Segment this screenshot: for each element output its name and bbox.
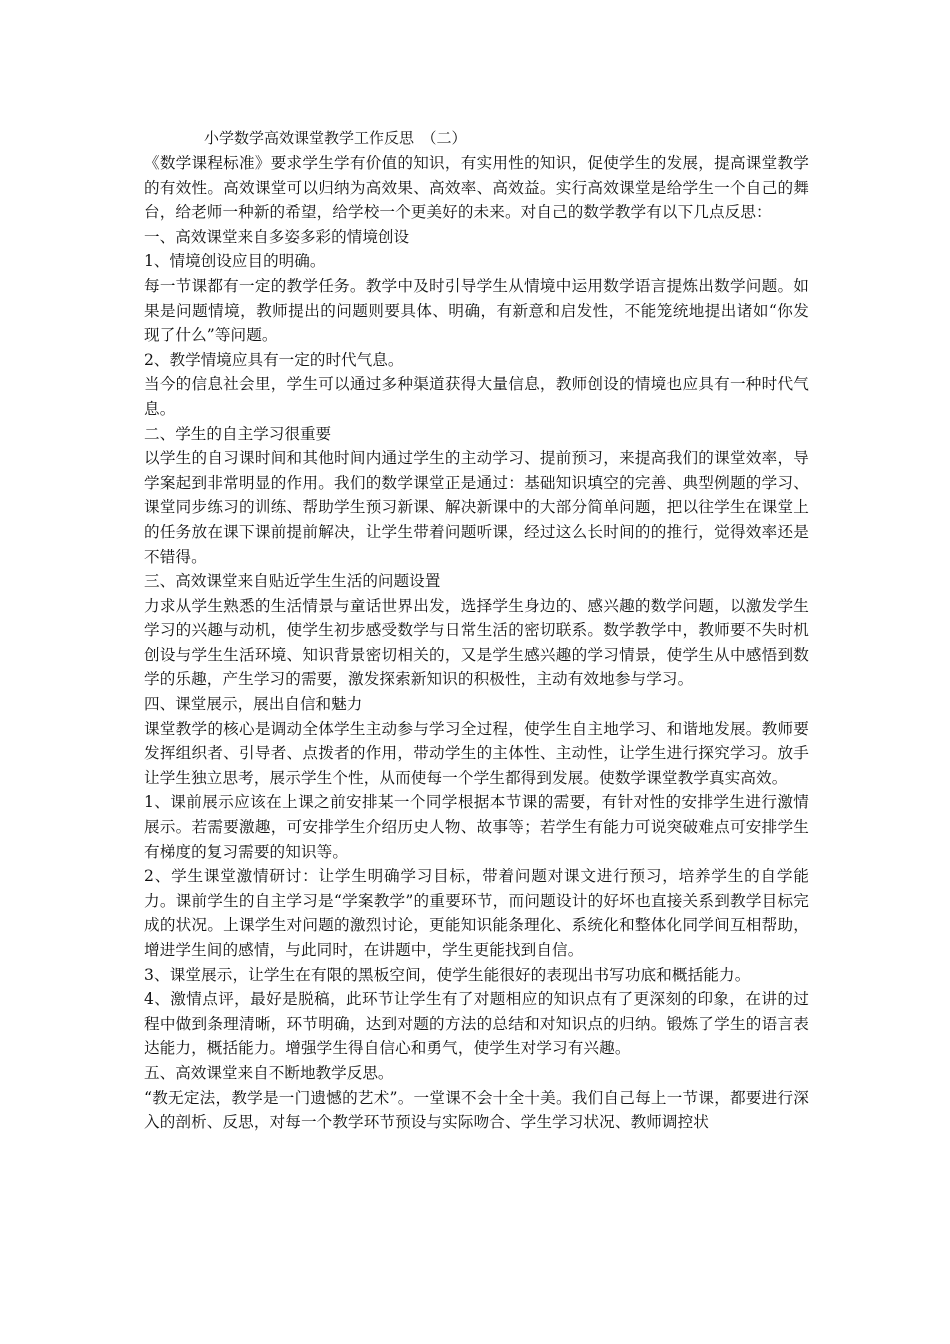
section-heading: 一、高效课堂来自多姿多彩的情境创设 [144, 227, 410, 246]
paragraph: 当今的信息社会里，学生可以通过多种渠道获得大量信息，教师创设的情境也应具有一种时代气息。 [144, 375, 809, 418]
paragraph: “教无定法，教学是一门遗憾的艺术”。一堂课不会十全十美。我们自己每上一节课，都要进行深入的剖析、反思，对每一个教学环节预设与实际吻合、学生学习状况、教师调控状 [144, 1088, 809, 1132]
document-title: 小学数学高效课堂教学工作反思 （二） [204, 129, 467, 147]
paragraph: 《数学课程标准》要求学生学有价值的知识，有实用性的知识，促使学生的发展，提高课堂教学的有效性。高效课堂可以归纳为高效果、高效率、高效益。实行高效课堂是给学生一个自己的舞台，给老师一种新的希望，给学校一个更美好的未来。对自己的数学教学有以下几点反思： [144, 154, 809, 222]
section-heading: 四、课堂展示，展出自信和魅力 [144, 695, 363, 714]
paragraph: 以学生的自习课时间和其他时间内通过学生的主动学习、提前预习，来提高我们的课堂效率，导学案起到非常明显的作用。我们的数学课堂正是通过：基础知识填空的完善、典型例题的学习、课堂同步练习的训练、帮助学生预习新课、解决新课中的大部分简单问题，把以往学生在课堂上的任务放在课下课前提前解决，让学生带着问题听课，经过这么长时间的的推行，觉得效率还是不错得。 [144, 449, 809, 566]
subsection-heading: 2、教学情境应具有一定的时代气息。 [144, 350, 404, 369]
document-page [144, 127, 809, 1135]
section-heading: 三、高效课堂来自贴近学生生活的问题设置 [144, 572, 441, 591]
paragraph: 每一节课都有一定的教学任务。教学中及时引导学生从情境中运用数学语言提炼出数学问题。如果是问题情境，教师提出的问题则要具体、明确，有新意和启发性，不能笼统地提出诸如“你发现了什么”等问题。 [144, 276, 809, 345]
numbered-paragraph: 4、激情点评，最好是脱稿，此环节让学生有了对题相应的知识点有了更深刻的印象，在讲的过程中做到条理清晰，环节明确，达到对题的方法的总结和对知识点的归纳。锻炼了学生的语言表达能力，概括能力。增强学生得自信心和勇气，使学生对学习有兴趣。 [144, 990, 809, 1058]
paragraph: 力求从学生熟悉的生活情景与童话世界出发，选择学生身边的、感兴趣的数学问题，以激发学生学习的兴趣与动机，使学生初步感受数学与日常生活的密切联系。数学教学中，教师要不失时机创设与学生生活环境、知识背景密切相关的，又是学生感兴趣的学习情景，使学生从中感悟到数学的乐趣，产生学习的需要，激发探索新知识的积极性，主动有效地参与学习。 [144, 596, 809, 689]
subsection-heading: 1、情境创设应目的明确。 [144, 252, 326, 271]
section-heading: 五、高效课堂来自不断地教学反思。 [144, 1063, 394, 1082]
paragraph: 课堂教学的核心是调动全体学生主动参与学习全过程，使学生自主地学习、和谐地发展。教师要发挥组织者、引导者、点拨者的作用，带动学生的主体性、主动性，让学生进行探究学习。放手让学生独立思考，展示学生个性，从而使每一个学生都得到发展。使数学课堂教学真实高效。 [144, 719, 809, 787]
document-body [144, 151, 809, 1135]
numbered-paragraph: 3、课堂展示，让学生在有限的黑板空间，使学生能很好的表现出书写功底和概括能力。 [144, 965, 751, 984]
numbered-paragraph: 1、课前展示应该在上课之前安排某一个同学根据本节课的需要，有针对性的安排学生进行激情展示。若需要激趣，可安排学生介绍历史人物、故事等；若学生有能力可说突破难点可安排学生有梯度的复习需要的知识等。 [144, 793, 809, 861]
section-heading: 二、学生的自主学习很重要 [144, 424, 332, 443]
numbered-paragraph: 2、学生课堂激情研讨：让学生明确学习目标，带着问题对课文进行预习，培养学生的自学能力。课前学生的自主学习是“学案教学”的重要环节，而问题设计的好坏也直接关系到教学目标完成的状况。上课学生对问题的激烈讨论，更能知识能条理化、系统化和整体化同学间互相帮助，增进学生间的感情，与此同时，在讲题中，学生更能找到自信。 [144, 867, 809, 959]
